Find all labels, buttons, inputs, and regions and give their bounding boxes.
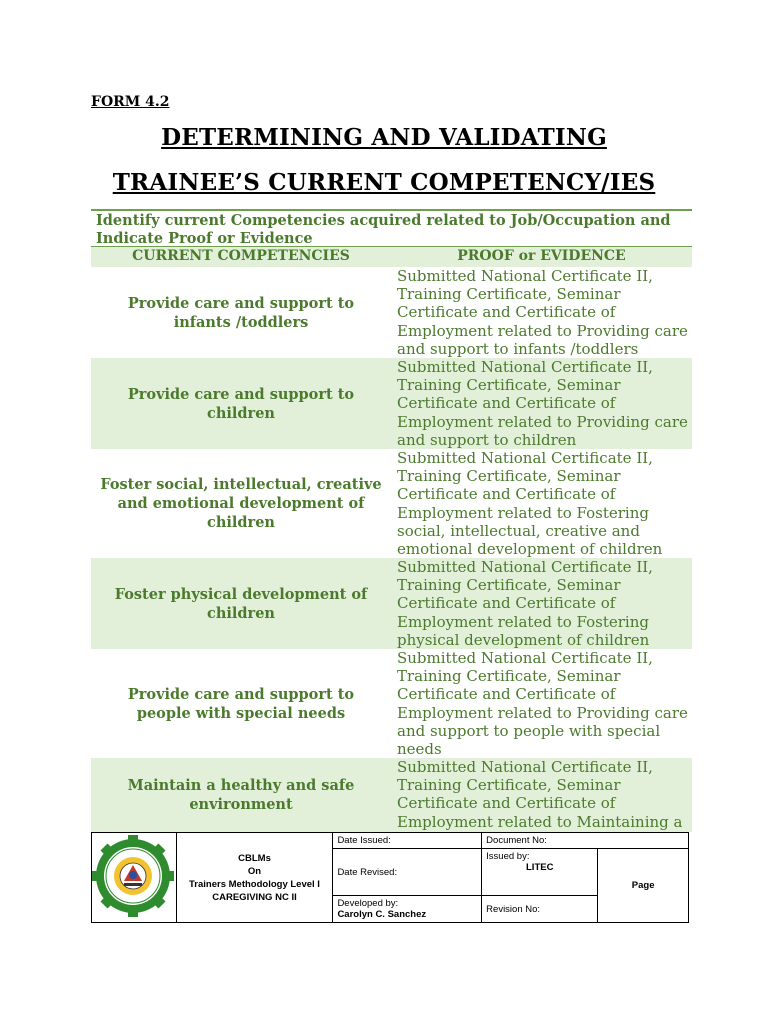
competency-cell: Foster social, intellectual, creative and emotional development of children [100,476,382,531]
page-label: Page [598,849,689,923]
issued-by-cell [482,849,598,896]
competency-table [91,209,692,832]
table-row [91,449,692,558]
proof-cell: Submitted National Certificate II, Training Certificate, Seminar Certificate and Certificate of Employment related to Fostering physical development of children [397,558,653,649]
logo-cell [92,833,177,923]
proof-cell: Submitted National Certificate II, Training Certificate, Seminar Certificate and Certificate of Employment related to Providing care and support to people with special needs [397,649,688,759]
proof-cell: Submitted National Certificate II, Training Certificate, Seminar Certificate and Certificate of Employment related to Maintaining a [397,758,683,831]
proof-cell: Submitted National Certificate II, Training Certificate, Seminar Certificate and Certificate of Employment related to Providing care and support to infants /toddlers [397,267,688,358]
table-instructions: Identify current Competencies acquired related to Job/Occupation and Indicate Proof or Evidence [91,209,692,246]
form-number: FORM 4.2 [91,94,170,110]
competency-cell: Maintain a healthy and safe environment [127,777,355,813]
page-title-line-1: DETERMINING AND VALIDATING [161,124,607,151]
header-proof-evidence: PROOF or EVIDENCE [457,248,626,264]
table-row [91,758,692,832]
competency-cell: Provide care and support to people with special needs [127,685,355,722]
table-row [91,649,692,758]
competency-cell: Provide care and support to infants /toddlers [127,294,355,331]
table-row [91,267,692,358]
document-no-label: Document No: [482,833,689,849]
date-revised-label: Date Revised: [333,849,482,896]
developed-by-cell [333,896,482,923]
school-seal-logo-icon [92,833,174,919]
developed-by-label: Developed by: [337,898,399,909]
cblm-info: CBLMs On Trainers Methodology Level I CAREGIVING NC II [176,833,333,923]
proof-cell: Submitted National Certificate II, Training Certificate, Seminar Certificate and Certificate of Employment related to Providing care and support to children [397,358,688,449]
date-issued-label: Date Issued: [333,833,482,849]
table-row [91,558,692,649]
developer-name: Carolyn C. Sanchez [337,909,427,920]
issuer-name: LITEC [526,862,554,873]
issued-by-label: Issued by: [486,851,530,862]
revision-no-label: Revision No: [482,896,598,923]
page-title-line-2: TRAINEE’S CURRENT COMPETENCY/IES [112,169,656,196]
header-current-competencies: CURRENT COMPETENCIES [132,248,350,264]
competency-cell: Provide care and support to children [127,385,355,422]
competency-cell: Foster physical development of children [114,585,368,622]
document-footer [91,832,689,923]
table-row [91,358,692,449]
table-header [91,246,692,267]
proof-cell: Submitted National Certificate II, Training Certificate, Seminar Certificate and Certificate of Employment related to Fostering social, intellectual, creative and emotional development of children [397,449,663,559]
